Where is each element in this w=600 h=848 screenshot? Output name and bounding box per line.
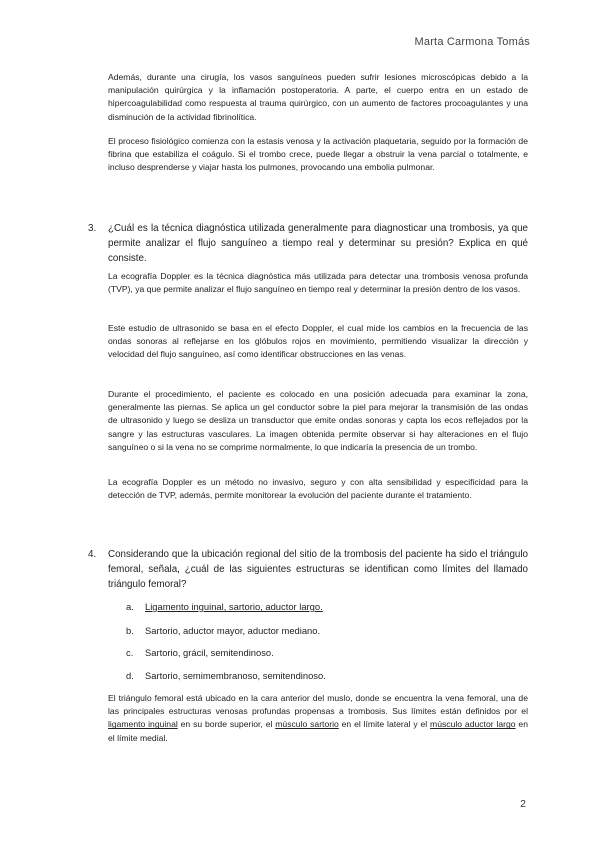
answer-3-paragraph-4: La ecografía Doppler es un método no invasivo, seguro y con alta sensibilidad y especificidad para la detección de TVP, además, permite monitorear la evolución del paciente durante el tratamiento. <box>108 477 528 501</box>
option-text-correct: Ligamento inguinal, sartorio, aductor largo. <box>145 601 323 612</box>
option-letter: a. <box>126 601 134 612</box>
answer-3-paragraph-1: La ecografía Doppler es la técnica diagnóstica más utilizada para detectar una trombosis venosa profunda (TVP), ya que permite analizar el flujo sanguíneo en tiempo real y determinar la presión dentro de los vasos. <box>108 271 528 295</box>
explanation-text: en el límite lateral y el <box>338 719 431 730</box>
question-3-number: 3. <box>88 223 97 234</box>
question-3-text: ¿Cuál es la técnica diagnóstica utilizada generalmente para diagnosticar una trombosis, ya que permite analizar el flujo sanguíneo a tiempo real y determinar su presión? Explica en qué consiste. <box>108 223 528 264</box>
answer-4-explanation <box>108 692 528 745</box>
explanation-text: El triángulo femoral está ubicado en la cara anterior del muslo, donde se encuentra la vena femoral, una de las principales estructuras venosas profundas propensas a trombosis. Sus límites están definidos por el <box>108 693 528 717</box>
answer-3-paragraph-2: Este estudio de ultrasonido se basa en el efecto Doppler, el cual mide los cambios en la frecuencia de las ondas sonoras al reflejarse en los glóbulos rojos en movimiento, permitiendo visualizar la dirección y velocidad del flujo sanguíneo, así como identificar obstrucciones en las venas. <box>108 323 528 360</box>
explanation-text: en el límite medial. <box>108 719 528 743</box>
question-4-text: Considerando que la ubicación regional del sitio de la trombosis del paciente ha sido el triángulo femoral, señala, ¿cuál de las siguientes estructuras se identifican como límites del llamado triángulo femoral? <box>108 549 528 590</box>
author-name: Marta Carmona Tomás <box>414 36 530 48</box>
explanation-ligamento-inguinal: ligamento inguinal <box>108 719 178 730</box>
option-letter: b. <box>126 625 134 636</box>
option-text: Sartorio, grácil, semitendinoso. <box>145 647 274 658</box>
option-c <box>126 646 274 659</box>
option-text: Sartorio, aductor mayor, aductor mediano. <box>145 625 321 636</box>
explanation-musculo-aductor-largo: músculo aductor largo <box>430 719 516 730</box>
answer-3-paragraph-3: Durante el procedimiento, el paciente es colocado en una posición adecuada para examinar la zona, generalmente las piernas. Se aplica un gel conductor sobre la piel para mejorar la transmisión de las ondas de ultrasonido y luego se desliza un transductor que emite ondas sonoras y capta los ecos reflejados por la sangre y las estructuras vasculares. La imagen obtenida permite observar si hay alteraciones en el flujo sanguíneo o si la vena no se comprime normalmente, lo que indicaría la presencia de un trombo. <box>108 389 528 452</box>
page-number: 2 <box>520 798 526 810</box>
explanation-musculo-sartorio: músculo sartorio <box>275 719 339 730</box>
intro-paragraph-2: El proceso fisiológico comienza con la estasis venosa y la activación plaquetaria, seguido por la formación de fibrina que estabiliza el coágulo. Si el trombo crece, puede llegar a obstruir la vena parcial o totalmente, e incluso desprenderse y viajar hasta los pulmones, provocando una embolia pulmonar. <box>108 136 528 173</box>
option-b <box>126 624 320 637</box>
option-a <box>126 600 323 613</box>
option-letter: c. <box>126 647 134 658</box>
option-d <box>126 669 326 682</box>
option-letter: d. <box>126 670 134 681</box>
option-text: Sartorio, semimembranoso, semitendinoso. <box>145 670 326 681</box>
intro-paragraph-1: Además, durante una cirugía, los vasos sanguíneos pueden sufrir lesiones microscópicas debido a la manipulación quirúrgica y la inflamación postoperatoria. A parte, el cuerpo entra en un estado de hipercoagulabilidad como respuesta al trauma quirúrgico, con un aumento de factores procoagulantes y una disminución de la actividad fibrinolítica. <box>108 72 528 122</box>
explanation-text: en su borde superior, el <box>177 719 276 730</box>
question-4-number: 4. <box>88 549 97 560</box>
